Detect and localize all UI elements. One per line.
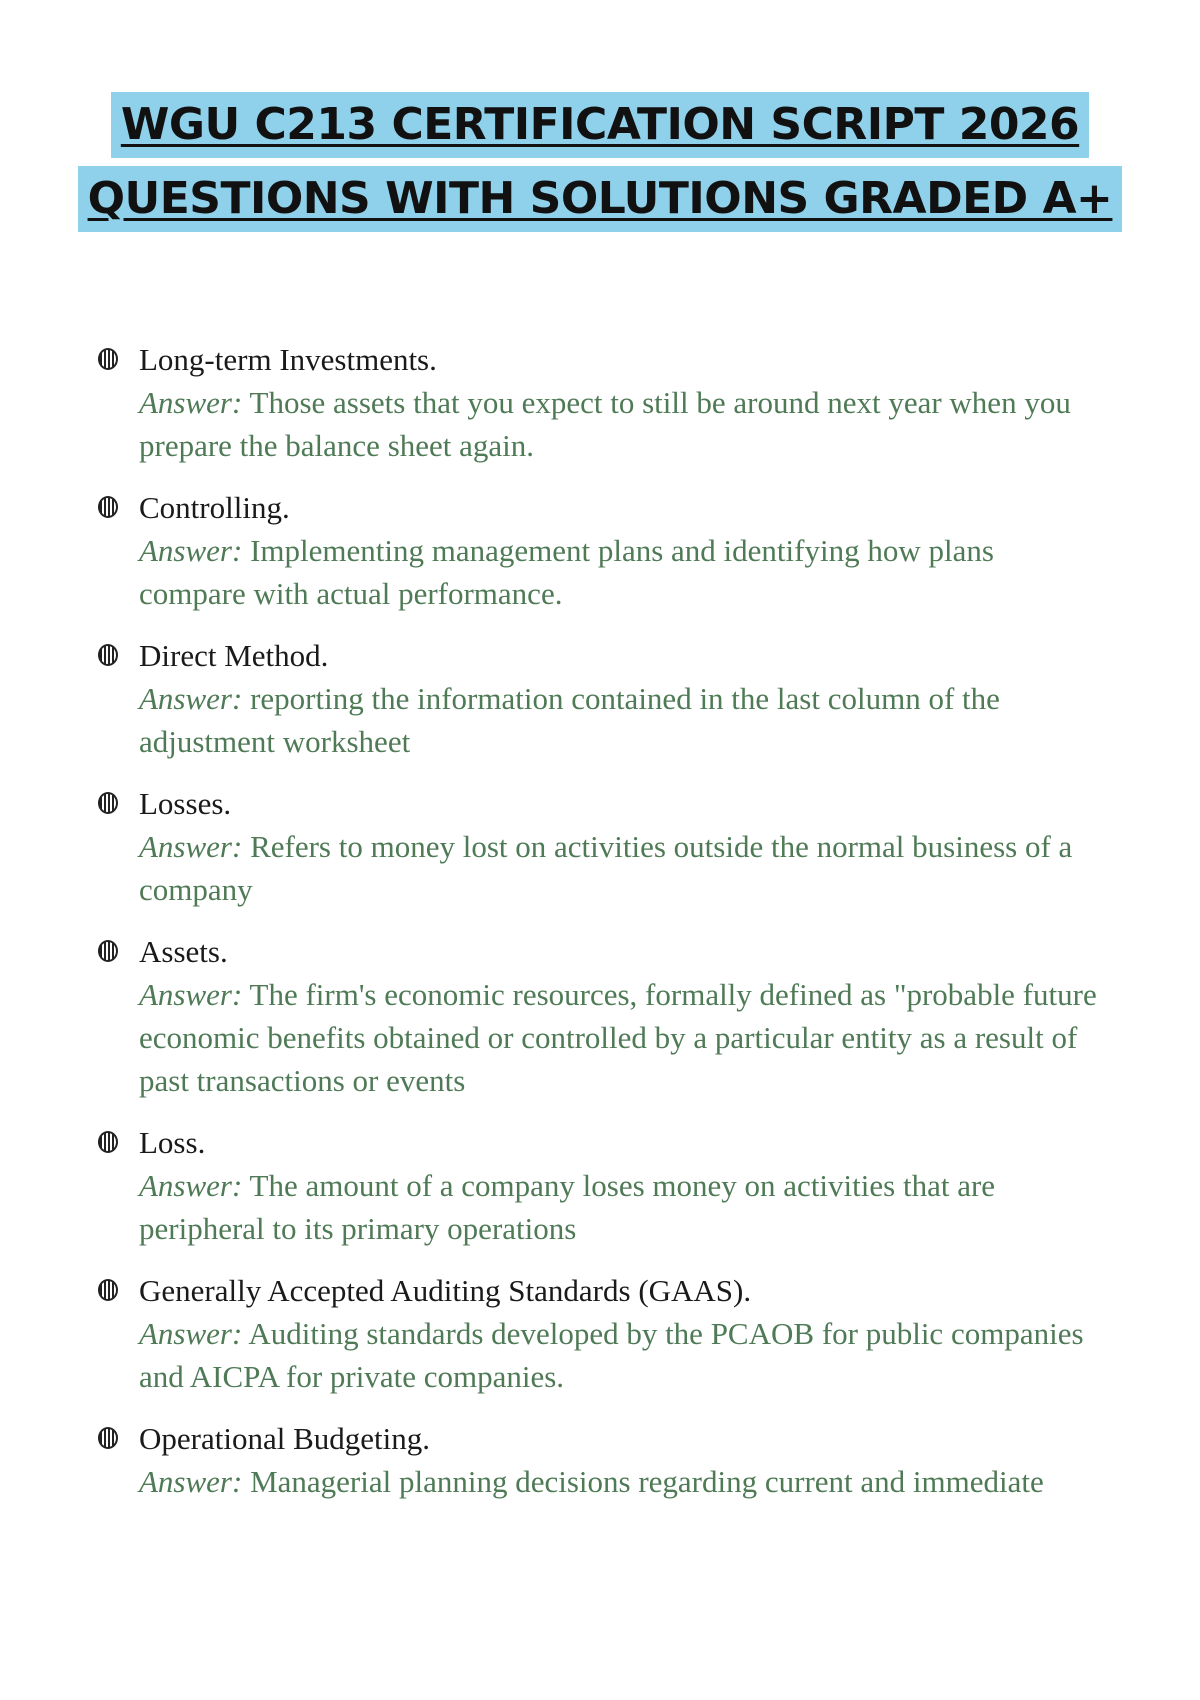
question-text: Direct Method.	[139, 638, 329, 673]
answer-label: Answer:	[139, 1464, 243, 1499]
answer-label: Answer:	[139, 829, 243, 864]
bullet-icon	[98, 644, 118, 666]
answer-text	[139, 1164, 1108, 1250]
title-line-2: QUESTIONS WITH SOLUTIONS GRADED A+	[78, 166, 1123, 232]
answer-text	[139, 677, 1108, 763]
answer-label: Answer:	[139, 385, 243, 420]
answer-label: Answer:	[139, 1316, 243, 1351]
answer-text	[139, 1460, 1108, 1503]
question-text: Losses.	[139, 786, 232, 821]
answer-label: Answer:	[139, 1168, 243, 1203]
qa-item	[98, 1417, 1108, 1503]
answer-body: Managerial planning decisions regarding current and immediate	[250, 1464, 1044, 1499]
answer-text	[139, 973, 1108, 1102]
bullet-icon	[98, 348, 118, 370]
answer-body: reporting the information contained in the last column of the adjustment worksheet	[139, 681, 1000, 759]
qa-item	[98, 634, 1108, 763]
answer-body: Refers to money lost on activities outside the normal business of a company	[139, 829, 1073, 907]
question-text: Controlling.	[139, 490, 290, 525]
qa-item	[98, 486, 1108, 615]
question-text: Long-term Investments.	[139, 342, 437, 377]
qa-item	[98, 930, 1108, 1102]
answer-text	[139, 1312, 1108, 1398]
bullet-icon	[98, 496, 118, 518]
title-line-1: WGU C213 CERTIFICATION SCRIPT 2026	[111, 92, 1089, 158]
bullet-icon	[98, 1131, 118, 1153]
document-title	[0, 92, 1200, 232]
qa-item	[98, 338, 1108, 467]
question-text: Operational Budgeting.	[139, 1421, 430, 1456]
question-text: Loss.	[139, 1125, 206, 1160]
bullet-icon	[98, 1427, 118, 1449]
answer-body: The firm's economic resources, formally defined as "probable future economic benefits obtained or controlled by a particular entity as a result of past transactions or events	[139, 977, 1097, 1098]
answer-text	[139, 529, 1108, 615]
bullet-icon	[98, 940, 118, 962]
answer-body: Auditing standards developed by the PCAOB for public companies and AICPA for private companies.	[139, 1316, 1084, 1394]
qa-item	[98, 1269, 1108, 1398]
question-text: Generally Accepted Auditing Standards (GAAS).	[139, 1273, 752, 1308]
qa-item	[98, 1121, 1108, 1250]
question-text: Assets.	[139, 934, 228, 969]
answer-text	[139, 381, 1108, 467]
qa-list	[98, 338, 1108, 1522]
qa-item	[98, 782, 1108, 911]
bullet-icon	[98, 792, 118, 814]
answer-label: Answer:	[139, 681, 243, 716]
answer-text	[139, 825, 1108, 911]
bullet-icon	[98, 1279, 118, 1301]
answer-body: Implementing management plans and identifying how plans compare with actual performance.	[139, 533, 994, 611]
answer-body: The amount of a company loses money on activities that are peripheral to its primary operations	[139, 1168, 996, 1246]
answer-label: Answer:	[139, 533, 243, 568]
answer-label: Answer:	[139, 977, 243, 1012]
answer-body: Those assets that you expect to still be around next year when you prepare the balance sheet again.	[139, 385, 1071, 463]
